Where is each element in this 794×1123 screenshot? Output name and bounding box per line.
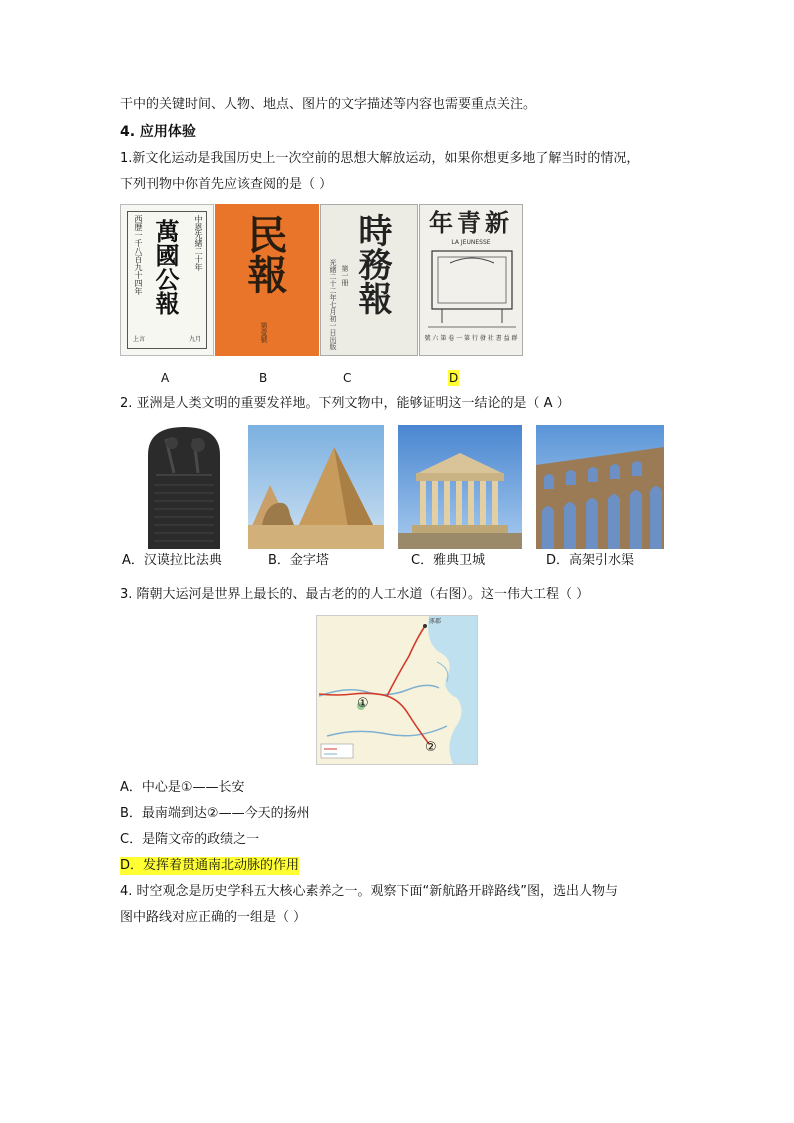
q1-option-d-highlighted: D (449, 371, 459, 385)
q4-line1: 4. 时空观念是历史学科五大核心素养之一。观察下面“新航路开辟路线”图，选出人物与 (120, 884, 619, 899)
grand-canal-map (316, 615, 478, 765)
photo-aqueduct (536, 425, 664, 549)
cover-b-sub: 第壹號 (260, 322, 268, 343)
q4-line2: 图中路线对应正确的一组是（ ） (120, 910, 307, 925)
cover-d-title: 新青年 (429, 208, 513, 237)
section-heading: 4. 应用体验 (120, 124, 196, 140)
photo-hammurabi-code (138, 425, 230, 549)
cover-b-title: 民報 (241, 214, 288, 294)
cover-a-bottom-left: 上言 (133, 336, 146, 343)
cover-shiwubao (320, 204, 418, 356)
cover-a-side-right: 中恩先緒二十年 (194, 215, 203, 271)
cover-a-title: 萬國公報 (151, 219, 180, 315)
q3-option-d-highlighted: D．发挥着贯通南北动脉的作用 (120, 858, 300, 873)
q2-line: 2. 亚洲是人类文明的重要发祥地。下列文物中，能够证明这一结论的是（ A ） (120, 396, 570, 411)
photo-pyramids (248, 425, 384, 549)
cover-d-sub: LA JEUNESSE (451, 239, 491, 246)
q1-option-a: A (161, 371, 170, 385)
q2-caption-d: D．高架引水渠 (546, 553, 635, 568)
grand-canal-map-drawing (317, 616, 477, 764)
pyramid-drawing (248, 425, 384, 549)
q3-line: 3. 隋朝大运河是世界上最长的、最古老的的人工水道（右图）。这一伟大工程（ ） (120, 587, 590, 602)
q2-caption-b: B．金字塔 (268, 553, 329, 568)
q2-caption-c: C．雅典卫城 (411, 553, 486, 568)
map-marker-1: ① (357, 696, 369, 711)
cover-c-title: 時務報 (352, 213, 392, 315)
q1-line1: 1.新文化运动是我国历史上一次空前的思想大解放运动，如果你想更多地了解当时的情况， (120, 151, 640, 166)
cover-a-bottom-right: 九月 (188, 336, 201, 343)
cover-d-bottom: 號 六 第 卷 一 第 行 發 社 書 益 群 (424, 335, 518, 342)
q2-caption-a: A．汉谟拉比法典 (122, 553, 222, 568)
q3-option-a: A．中心是①——长安 (120, 780, 245, 795)
q3-option-b: B．最南端到达②——今天的扬州 (120, 806, 310, 821)
cover-xinqingnian (419, 204, 523, 356)
cover-minbao (215, 204, 319, 356)
q1-option-b: B (259, 371, 268, 385)
cover-c-side2: 第一冊 (341, 265, 349, 286)
cover-a-side-left: 西歷一千八百九十四年 (134, 215, 143, 295)
map-marker-2: ② (425, 740, 437, 755)
aqueduct-drawing (536, 425, 664, 549)
q1-line2: 下列刊物中你首先应该查阅的是（ ） (120, 177, 333, 192)
cover-c-side: 光緒二十二年七月初一日出版 (329, 259, 337, 350)
intro-line: 干中的关键时间、人物、地点、图片的文字描述等内容也需要重点关注。 (120, 97, 537, 112)
q3-option-c: C．是隋文帝的政绩之一 (120, 832, 260, 847)
map-label-zhuojun: 涿郡 (429, 618, 442, 625)
parthenon-drawing (398, 425, 522, 549)
hammurabi-stele-drawing (138, 425, 230, 549)
cover-wanguo-gongbao (120, 204, 214, 356)
photo-athens-acropolis (398, 425, 522, 549)
q1-option-c: C (343, 371, 352, 385)
